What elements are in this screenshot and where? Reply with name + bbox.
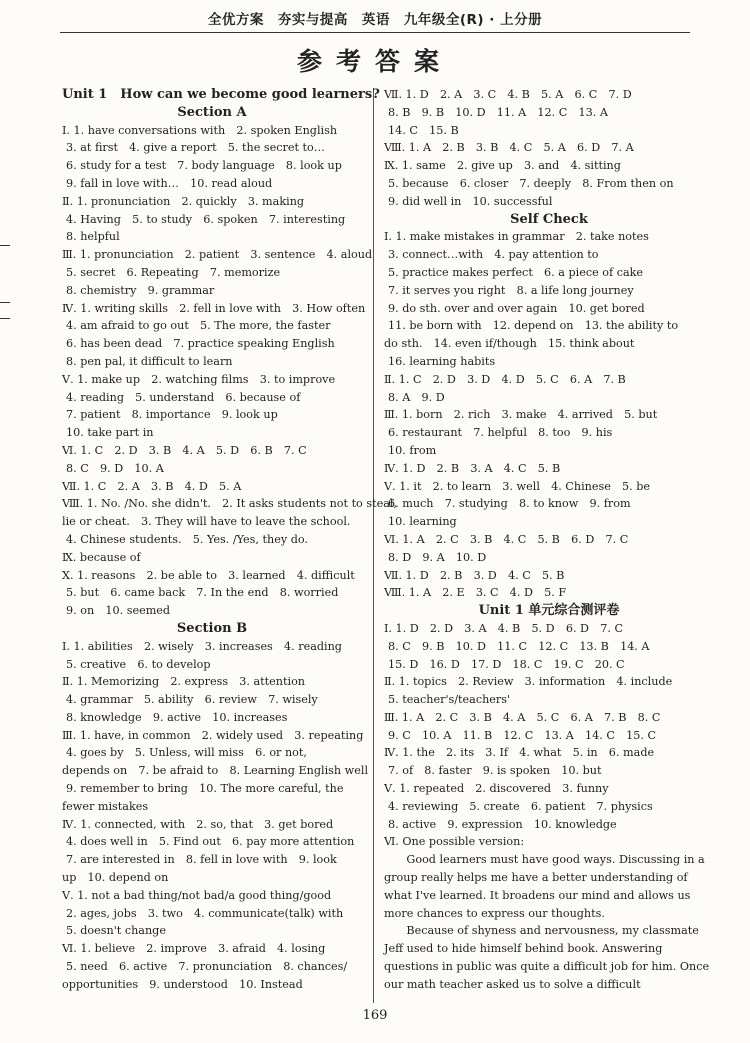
answer-line: 14. C 15. B [388,123,459,137]
answer-line: Ⅲ. 1. pronunciation 2. patient 3. sentence 4. aloud [62,248,373,262]
answer-line: 11. be born with 12. depend on 13. the ability to [388,319,679,333]
answer-line: Ⅱ. 1. Memorizing 2. express 3. attention [62,675,306,689]
answer-line: Ⅵ. 1. C 2. D 3. B 4. A 5. D 6. B 7. C [62,443,307,457]
answer-line: 15. D 16. D 17. D 18. C 19. C 20. C [388,657,625,671]
answer-line: depends on 7. be afraid to 8. Learning English well [62,764,369,778]
answer-line: 8. D 9. A 10. D [388,550,487,564]
answer-line: 9. fall in love with… 10. read aloud [66,176,273,190]
right-column [384,86,714,994]
answer-line: 6. much 7. studying 8. to know 9. from [388,497,631,511]
answer-line: 5. but 6. came back 7. In the end 8. worried [66,586,339,600]
answer-line: Ⅹ. 1. reasons 2. be able to 3. learned 4. difficult [62,568,355,582]
answer-line: 4. does well in 5. Find out 6. pay more attention [66,835,355,849]
answer-line: 8. C 9. B 10. D 11. C 12. C 13. B 14. A [388,639,650,653]
section-heading: Section B [176,620,248,636]
answer-line: 8. pen pal, it difficult to learn [66,354,233,368]
answer-line: 4. reviewing 5. create 6. patient 7. physics [388,799,653,813]
answer-line: 8. chemistry 9. grammar [66,283,215,297]
answer-line: Ⅲ. 1. born 2. rich 3. make 4. arrived 5. but [384,408,658,422]
answer-line: Ⅴ. 1. it 2. to learn 3. well 4. Chinese 5. be [384,479,651,493]
answer-line: 4. goes by 5. Unless, will miss 6. or not, [66,746,307,760]
answer-line: Ⅷ. 1. No. /No. she didn't. 2. It asks students not to steal, [62,497,398,511]
answer-line: Ⅰ. 1. have conversations with 2. spoken English [62,123,338,137]
answer-line: Ⅴ. 1. repeated 2. discovered 3. funny [384,782,609,796]
running-header: 全优方案 夯实与提高 英语 九年级全(R) · 上分册 [207,12,543,28]
answer-line: 5. secret 6. Repeating 7. memorize [66,265,281,279]
answer-line: Ⅱ. 1. pronunciation 2. quickly 3. making [62,194,305,208]
answer-line: 4. grammar 5. ability 6. review 7. wisely [66,693,318,707]
answer-line: Ⅲ. 1. A 2. C 3. B 4. A 5. C 6. A 7. B 8. C [384,710,661,724]
answer-line: Ⅴ. 1. not a bad thing/not bad/a good thing/good [62,888,332,902]
answer-line: lie or cheat. 3. They will have to leave the school. [62,515,351,529]
section-heading: Self Check [510,211,588,227]
answer-line: 5. creative 6. to develop [66,657,211,671]
answer-line: 9. C 10. A 11. B 12. C 13. A 14. C 15. C [388,728,657,742]
answer-line: 9. did well in 10. successful [388,194,553,208]
answer-line: 8. active 9. expression 10. knowledge [388,817,617,831]
page-title: 参考答案 [296,47,453,76]
answer-line: 9. on 10. seemed [66,604,171,618]
answer-line: 8. helpful [66,230,120,244]
answer-line: up 10. depend on [62,871,169,885]
answer-line: Ⅵ. One possible version: [384,835,525,849]
answer-line: opportunities 9. understood 10. Instead [62,977,303,991]
answer-line: 6. study for a test 7. body language 8. look up [66,159,342,173]
essay-block [384,851,714,993]
answer-line: 4. reading 5. understand 6. because of [66,390,301,404]
answer-line: 8. B 9. B 10. D 11. A 12. C 13. A [388,105,608,119]
answer-line: 5. doesn't change [66,924,166,938]
answer-line: 5. practice makes perfect 6. a piece of cake [388,265,644,279]
answer-line: Ⅵ. 1. believe 2. improve 3. afraid 4. losing [62,942,326,956]
answer-line: Ⅳ. 1. the 2. its 3. If 4. what 5. in 6. made [384,746,655,760]
section-heading: Unit 1 How can we become good learners? [62,87,380,102]
answer-line: 9. remember to bring 10. The more careful, the [66,782,344,796]
column-divider [373,88,374,1003]
answer-line: Ⅵ. 1. A 2. C 3. B 4. C 5. B 6. D 7. C [384,532,629,546]
answer-line: 8. knowledge 9. active 10. increases [66,710,288,724]
answer-line: 2. ages, jobs 3. two 4. communicate(talk) with [66,906,344,920]
answer-line: 7. patient 8. importance 9. look up [66,408,278,422]
answer-line: Ⅶ. 1. D 2. B 3. D 4. C 5. B [384,568,565,582]
answer-line: 7. of 8. faster 9. is spoken 10. but [388,764,602,778]
answer-line: 5. teacher's/teachers' [388,693,511,707]
margin-mark [0,302,10,303]
left-column [62,86,398,994]
answer-line: Ⅶ. 1. D 2. A 3. C 4. B 5. A 6. C 7. D [384,88,632,101]
answer-line: Ⅱ. 1. topics 2. Review 3. information 4. include [384,675,673,689]
answer-line: Ⅷ. 1. A 2. B 3. B 4. C 5. A 6. D 7. A [384,141,634,155]
answer-line: 16. learning habits [388,354,496,368]
answer-line: 10. take part in [66,426,154,440]
answer-line: 4. Chinese students. 5. Yes. /Yes, they do. [66,532,308,546]
answer-line: 4. Having 5. to study 6. spoken 7. interesting [66,212,346,226]
answer-line: 9. do sth. over and over again 10. get bored [388,301,645,315]
answer-line: 7. it serves you right 8. a life long journey [388,283,634,297]
answer-line: do sth. 14. even if/though 15. think about [384,337,635,351]
answer-line: 3. at first 4. give a report 5. the secret to… [66,141,325,155]
section-heading: Unit 1 单元综合测评卷 [478,603,620,619]
answer-line: Ⅸ. 1. same 2. give up 3. and 4. sitting [384,159,621,173]
answer-line: Ⅳ. 1. connected, with 2. so, that 3. get bored [62,817,334,831]
answer-line: 5. need 6. active 7. pronunciation 8. chances/ [66,960,348,974]
answer-line: 10. from [388,443,437,457]
right-answer-lines [384,86,714,851]
answer-line: Ⅷ. 1. A 2. E 3. C 4. D 5. F [384,586,567,600]
answer-line: Ⅰ. 1. make mistakes in grammar 2. take notes [384,230,649,244]
answer-line: fewer mistakes [62,799,149,813]
answer-line: Ⅳ. 1. D 2. B 3. A 4. C 5. B [384,461,561,475]
answer-line: 6. restaurant 7. helpful 8. too 9. his [388,426,613,440]
answer-line: Ⅳ. 1. writing skills 2. fell in love with 3. How often [62,301,366,315]
answer-line: 8. A 9. D [388,390,445,404]
answer-line: Ⅴ. 1. make up 2. watching films 3. to improve [62,372,336,386]
margin-mark [0,318,10,319]
answer-line: 4. am afraid to go out 5. The more, the faster [66,319,331,333]
answer-line: Ⅸ. because of [62,550,141,564]
essay-paragraph: Good learners must have good ways. Discussing in a group really helps me have a better understanding of what I've learned. It broadens our mind and allows us more chances to express our thoughts. [384,853,705,920]
answer-line: Ⅱ. 1. C 2. D 3. D 4. D 5. C 6. A 7. B [384,372,626,386]
answer-line: 6. has been dead 7. practice speaking English [66,337,335,351]
margin-mark [0,245,10,246]
page-number: 169 [362,1008,388,1023]
answer-line: Ⅲ. 1. have, in common 2. widely used 3. repeating [62,728,364,742]
essay-paragraph: Because of shyness and nervousness, my classmate Jeff used to hide himself behind book. Answering questions in public was quite a difficult job for him. Once our math teacher asked us to solve a difficult [384,924,710,991]
answer-line: 5. because 6. closer 7. deeply 8. From then on [388,176,674,190]
answer-line: 10. learning [388,515,457,529]
answer-line: 7. are interested in 8. fell in love with 9. look [66,853,337,867]
answer-line: Ⅰ. 1. abilities 2. wisely 3. increases 4. reading [62,639,342,653]
answer-line: 3. connect…with 4. pay attention to [388,248,599,262]
answer-line: Ⅶ. 1. C 2. A 3. B 4. D 5. A [62,479,242,493]
section-heading: Section A [177,104,247,120]
header-rule [60,32,690,33]
answer-line: Ⅰ. 1. D 2. D 3. A 4. B 5. D 6. D 7. C [384,621,624,635]
answer-line: 8. C 9. D 10. A [66,461,164,475]
